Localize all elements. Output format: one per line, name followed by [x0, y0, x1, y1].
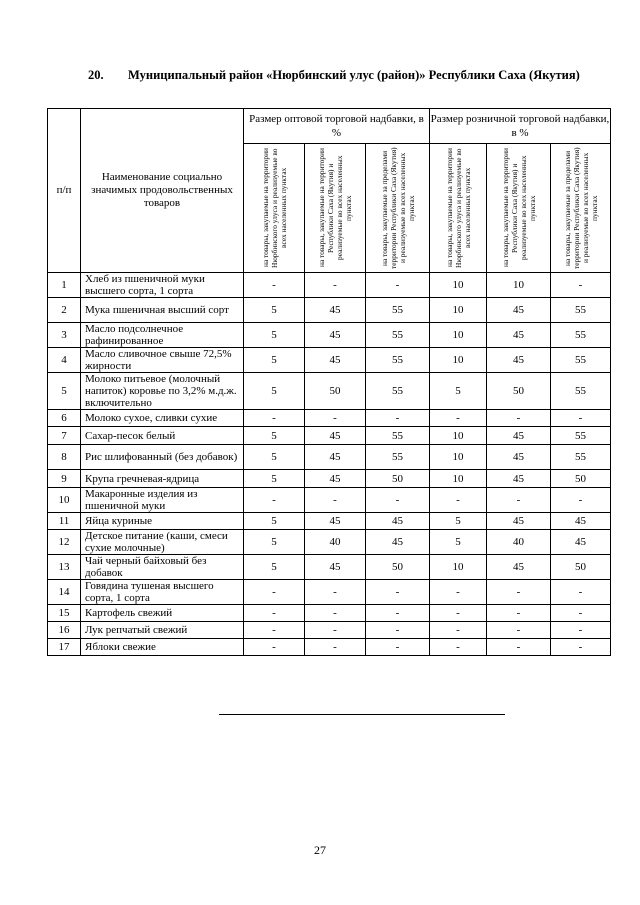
page-number: 27	[314, 843, 326, 857]
markup-value: -	[430, 622, 487, 639]
markup-value: 45	[487, 348, 551, 373]
subheader-wholesale-local: на товары, закупаемые на территории Нюрбинского улуса и реализуемые во всех населенных пунктах	[244, 144, 305, 273]
markup-value: -	[551, 580, 611, 605]
markup-value: 45	[551, 530, 611, 555]
table-row	[48, 373, 611, 410]
row-number: 10	[48, 488, 81, 513]
markup-value: 40	[487, 530, 551, 555]
header-wholesale: Размер оптовой торговой надбавки, в %	[244, 109, 430, 144]
row-number: 1	[48, 273, 81, 298]
markup-value: 5	[244, 323, 305, 348]
markup-value: -	[430, 580, 487, 605]
markup-value: -	[366, 488, 430, 513]
row-number: 5	[48, 373, 81, 410]
table-row	[48, 530, 611, 555]
product-name: Крупа гречневая-ядрица	[81, 470, 244, 488]
markup-value: -	[244, 580, 305, 605]
markup-value: -	[487, 605, 551, 622]
markup-value: 5	[244, 348, 305, 373]
markup-value: 5	[244, 470, 305, 488]
markup-value: 10	[487, 273, 551, 298]
markup-value: 45	[487, 513, 551, 530]
markup-value: -	[244, 622, 305, 639]
markup-value: -	[244, 410, 305, 427]
product-name: Сахар-песок белый	[81, 427, 244, 445]
markup-value: 55	[551, 323, 611, 348]
markup-value: 10	[430, 298, 487, 323]
markup-value: 5	[244, 298, 305, 323]
markup-value: 45	[551, 513, 611, 530]
markup-value: 45	[487, 298, 551, 323]
table-row	[48, 555, 611, 580]
markup-value: -	[244, 639, 305, 656]
markup-value: -	[551, 410, 611, 427]
table-row	[48, 488, 611, 513]
markup-value: 45	[305, 555, 366, 580]
product-name: Масло сливочное свыше 72,5% жирности	[81, 348, 244, 373]
markup-value: 55	[366, 298, 430, 323]
markup-value: 45	[305, 513, 366, 530]
markup-value: -	[487, 639, 551, 656]
row-number: 13	[48, 555, 81, 580]
markup-value: 40	[305, 530, 366, 555]
table-row	[48, 580, 611, 605]
table-row	[48, 513, 611, 530]
section-heading	[88, 67, 598, 83]
markup-value: -	[366, 605, 430, 622]
markup-value: -	[487, 410, 551, 427]
markup-value: 5	[430, 513, 487, 530]
markup-value: 10	[430, 555, 487, 580]
markup-value: 45	[487, 323, 551, 348]
markup-value: 10	[430, 273, 487, 298]
markup-value: 55	[551, 427, 611, 445]
product-name: Яблоки свежие	[81, 639, 244, 656]
table-row	[48, 605, 611, 622]
markup-value: 45	[487, 555, 551, 580]
markup-value: 55	[551, 445, 611, 470]
row-number: 12	[48, 530, 81, 555]
markup-value: 45	[487, 427, 551, 445]
row-number: 11	[48, 513, 81, 530]
product-name: Рис шлифованный (без добавок)	[81, 445, 244, 470]
markup-value: -	[305, 410, 366, 427]
markup-table	[47, 108, 611, 656]
row-number: 7	[48, 427, 81, 445]
product-name: Яйца куриные	[81, 513, 244, 530]
markup-value: -	[430, 410, 487, 427]
markup-value: -	[305, 622, 366, 639]
row-number: 14	[48, 580, 81, 605]
product-name: Мука пшеничная высший сорт	[81, 298, 244, 323]
markup-value: 50	[366, 555, 430, 580]
markup-value: -	[366, 639, 430, 656]
markup-value: 5	[244, 555, 305, 580]
markup-value: 55	[366, 445, 430, 470]
markup-value: -	[244, 488, 305, 513]
markup-value: 5	[430, 530, 487, 555]
markup-value: -	[366, 273, 430, 298]
markup-value: 50	[551, 555, 611, 580]
row-number: 8	[48, 445, 81, 470]
markup-value: 50	[551, 470, 611, 488]
section-number: 20.	[88, 68, 104, 82]
markup-value: 50	[305, 373, 366, 410]
markup-value: 45	[366, 530, 430, 555]
product-name: Макаронные изделия из пшеничной муки	[81, 488, 244, 513]
header-name: Наименование социально значимых продовольственных товаров	[81, 109, 244, 273]
markup-value: 45	[305, 427, 366, 445]
markup-value: 5	[244, 513, 305, 530]
markup-value: -	[430, 605, 487, 622]
product-name: Молоко питьевое (молочный напиток) коровье по 3,2% м.д.ж. включительно	[81, 373, 244, 410]
markup-value: 10	[430, 470, 487, 488]
markup-value: -	[551, 622, 611, 639]
markup-value: 5	[244, 530, 305, 555]
markup-value: 55	[551, 298, 611, 323]
product-name: Чай черный байховый без добавок	[81, 555, 244, 580]
markup-value: 5	[244, 427, 305, 445]
separator-line	[219, 714, 505, 715]
table-row	[48, 410, 611, 427]
table-row	[48, 445, 611, 470]
table-row	[48, 273, 611, 298]
markup-value: 45	[487, 470, 551, 488]
subheader-retail-local: на товары, закупаемые на территории Нюрбинского улуса и реализуемые во всех населенных пунктах	[430, 144, 487, 273]
product-name: Лук репчатый свежий	[81, 622, 244, 639]
product-name: Молоко сухое, сливки сухие	[81, 410, 244, 427]
markup-value: 10	[430, 445, 487, 470]
subheader-retail-republic: на товары, закупаемые на территории Республики Саха (Якутия) и реализуемые во всех населенных пунктах	[487, 144, 551, 273]
row-number: 6	[48, 410, 81, 427]
markup-value: -	[551, 488, 611, 513]
subheader-wholesale-outside: на товары, закупаемые за пределами территории Республики Саха (Якутия) и реализуемые во всех населенных пунктах	[366, 144, 430, 273]
row-number: 3	[48, 323, 81, 348]
markup-value: -	[305, 273, 366, 298]
markup-value: 5	[430, 373, 487, 410]
product-name: Хлеб из пшеничной муки высшего сорта, 1 сорта	[81, 273, 244, 298]
markup-value: 55	[366, 427, 430, 445]
header-retail: Размер розничной торговой надбавки, в %	[430, 109, 611, 144]
markup-value: 55	[366, 348, 430, 373]
markup-value: -	[305, 605, 366, 622]
markup-value: 50	[366, 470, 430, 488]
row-number: 17	[48, 639, 81, 656]
row-number: 15	[48, 605, 81, 622]
markup-value: 10	[430, 323, 487, 348]
markup-value: -	[366, 410, 430, 427]
row-number: 16	[48, 622, 81, 639]
markup-value: -	[487, 488, 551, 513]
markup-value: 45	[305, 323, 366, 348]
markup-value: -	[551, 639, 611, 656]
markup-value: -	[305, 639, 366, 656]
markup-value: 10	[430, 427, 487, 445]
markup-value: 55	[366, 323, 430, 348]
markup-value: 45	[305, 298, 366, 323]
markup-value: 45	[305, 348, 366, 373]
product-name: Детское питание (каши, смеси сухие молочные)	[81, 530, 244, 555]
header-num: п/п	[48, 109, 81, 273]
table-row	[48, 427, 611, 445]
markup-value: -	[366, 580, 430, 605]
markup-value: -	[487, 580, 551, 605]
markup-value: -	[305, 580, 366, 605]
row-number: 2	[48, 298, 81, 323]
markup-value: 55	[551, 373, 611, 410]
markup-value: -	[551, 605, 611, 622]
markup-value: 5	[244, 373, 305, 410]
markup-value: 5	[244, 445, 305, 470]
markup-value: -	[305, 488, 366, 513]
table-row	[48, 298, 611, 323]
table-row	[48, 348, 611, 373]
table-row	[48, 639, 611, 656]
markup-value: 45	[366, 513, 430, 530]
markup-value: 55	[366, 373, 430, 410]
markup-value: -	[430, 639, 487, 656]
markup-value: 10	[430, 348, 487, 373]
markup-value: -	[244, 273, 305, 298]
product-name: Картофель свежий	[81, 605, 244, 622]
markup-value: 50	[487, 373, 551, 410]
section-title: Муниципальный район «Нюрбинский улус (район)» Республики Саха (Якутия)	[128, 68, 580, 82]
markup-value: -	[366, 622, 430, 639]
markup-value: -	[551, 273, 611, 298]
markup-value: 45	[305, 470, 366, 488]
table-row	[48, 622, 611, 639]
product-name: Говядина тушеная высшего сорта, 1 сорта	[81, 580, 244, 605]
markup-value: 55	[551, 348, 611, 373]
row-number: 9	[48, 470, 81, 488]
table-row	[48, 323, 611, 348]
product-name: Масло подсолнечное рафинированное	[81, 323, 244, 348]
subheader-wholesale-republic: на товары, закупаемые на территории Республики Саха (Якутия) и реализуемые во всех населенных пунктах	[305, 144, 366, 273]
subheader-retail-outside: на товары, закупаемые за пределами территории Республики Саха (Якутия) и реализуемые во всех населенных пунктах	[551, 144, 611, 273]
row-number: 4	[48, 348, 81, 373]
markup-value: 45	[305, 445, 366, 470]
markup-value: -	[244, 605, 305, 622]
markup-value: 45	[487, 445, 551, 470]
table-row	[48, 470, 611, 488]
markup-value: -	[487, 622, 551, 639]
markup-value: -	[430, 488, 487, 513]
